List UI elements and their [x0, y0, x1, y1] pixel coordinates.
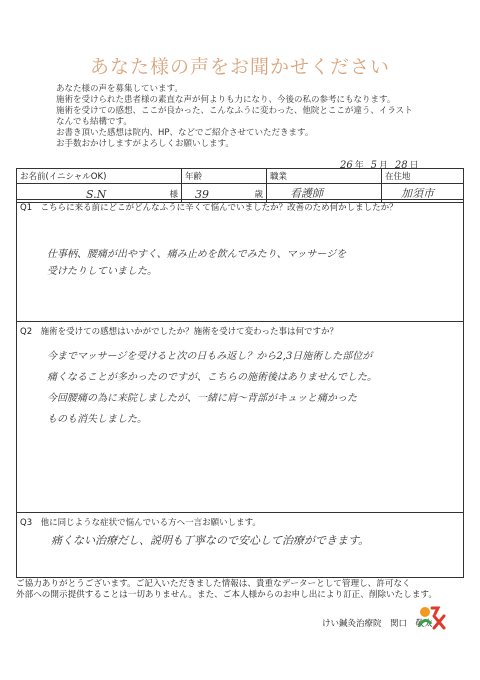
questions-frame: [16, 199, 464, 578]
answer-line: 仕事柄、腰痛が出やすく、痛み止めを飲んでみたり、マッサージを: [47, 249, 347, 260]
name-value: S.N: [86, 188, 107, 201]
date-year[interactable]: 26: [340, 160, 353, 171]
answer-line: 痛くなることが多かったのですが、こちらの施術後はありませんでした。: [47, 372, 377, 383]
divider: [17, 512, 463, 513]
intro-line: あなた様の声を募集しています。: [56, 84, 183, 94]
page-title: あなた様の声をお聞かせください: [89, 56, 390, 78]
job-label: 職業: [267, 169, 382, 184]
answer-line: 受けたりしていました。: [47, 266, 157, 277]
date-year-unit: 年: [354, 161, 364, 171]
age-label: 年齢: [182, 169, 267, 184]
intro-line: お手数おかけしますがよろしくお願いします。: [56, 139, 234, 149]
answer-line: 今回腰痛の為に来院しましたが、一緒に肩〜背部がキュッと痛かった: [47, 393, 357, 404]
question-3: Q3 他に同じような症状で悩んでいる方へ一言お願いします。: [20, 518, 261, 528]
logo-green-stroke: [419, 620, 431, 626]
date-day-unit: 日: [409, 161, 419, 171]
answer-line: ものも消失しました。: [47, 414, 147, 425]
answer-1[interactable]: [47, 246, 346, 280]
question-2: Q2 施術を受けての感想はいかがでしたか？施術を受けて変わった事は何ですか？: [20, 327, 339, 337]
date-month-unit: 月: [379, 161, 389, 171]
footer-notice: [16, 579, 464, 601]
clinic-signature: けい鍼灸治療院 関口 敬太: [322, 619, 433, 629]
intro-line: 施術を受けられた患者様の素直な声が何よりも力になり、今後の私の参考にもなります。: [56, 95, 396, 105]
clinic-logo-icon: [416, 602, 446, 632]
age-unit: 歳: [254, 190, 263, 200]
job-value: 看護師: [290, 187, 323, 200]
intro-text: [56, 84, 456, 150]
age-value: 39: [195, 188, 209, 201]
answer-2[interactable]: [47, 346, 377, 430]
answer-line: 今までマッサージを受けると次の日もみ返し？から2,3日施術した部位が: [47, 351, 373, 362]
residence-value: 加須市: [401, 187, 434, 200]
date-day[interactable]: 28: [394, 160, 408, 171]
footer-line: 外部への開示提供することは一切ありません。また、ご本人様からのお申し出により訂正、削除いたします。: [16, 590, 437, 600]
answer-line: 痛くない治療だし、説明も丁寧なので安心して治療ができます。: [51, 534, 370, 547]
intro-line: お書き頂いた感想は院内、HP、などでご紹介させていただきます。: [56, 128, 314, 138]
residence-label: 在住地: [382, 169, 464, 184]
answer-3[interactable]: [51, 532, 369, 549]
question-1: Q1 こちらに来る前にどこがどんなふうに辛くて悩んでいましたか？改善のため何かしましたか？: [20, 203, 398, 213]
date-month[interactable]: 5: [370, 160, 377, 171]
info-table: [16, 168, 464, 203]
divider: [17, 321, 463, 322]
logo-orange-dot: [420, 607, 430, 617]
intro-line: なんでも結構です。: [56, 117, 132, 127]
logo-red-stroke: [432, 608, 444, 628]
name-label: お名前(イニシャルOK): [17, 169, 182, 184]
footer-line: ご協力ありがとうございます。ご記入いただきました情報は、貴重なデーターとして管理し、許可なく: [16, 579, 411, 589]
intro-line: 施術を受けての感想、ここが良かった、こんなふうに変わった、他院とここが違う、イラスト: [56, 106, 413, 116]
name-suffix: 様: [169, 190, 178, 200]
